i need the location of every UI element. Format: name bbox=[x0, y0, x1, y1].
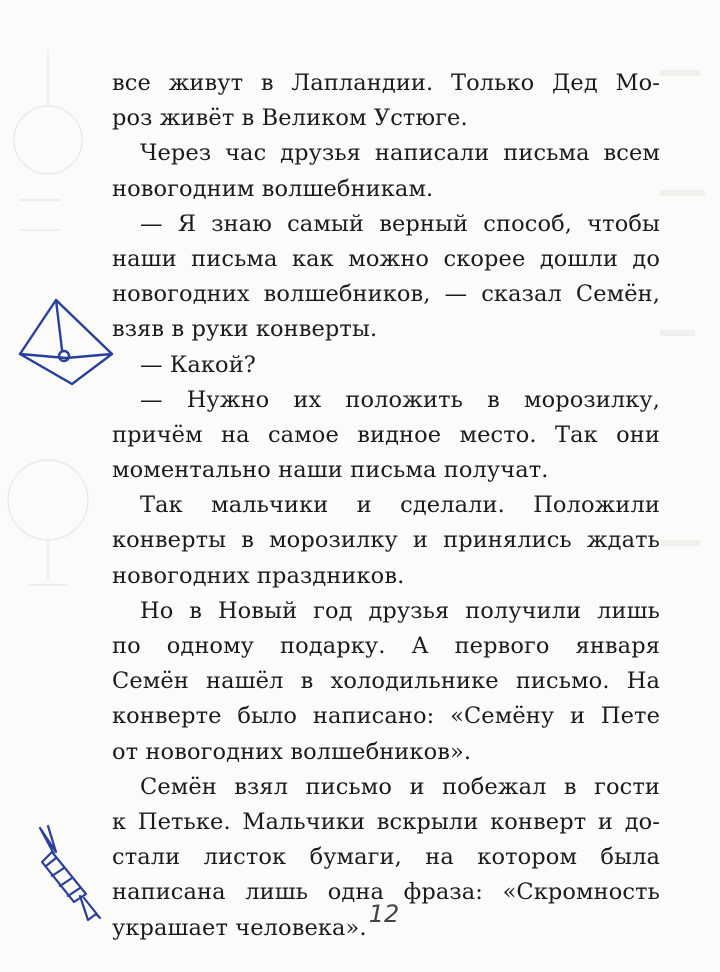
text-line: все живут в Лапландии. Только Дед Мо- bbox=[112, 70, 660, 96]
text-line: причём на самое видное место. Так они bbox=[112, 421, 660, 448]
text-line: — Какой? bbox=[140, 351, 256, 378]
story-text bbox=[112, 66, 660, 946]
text-line: Через час друзья написали письма всем bbox=[140, 140, 660, 167]
text-line: по одному подарку. А первого января bbox=[112, 633, 660, 659]
text-line: стали листок бумаги, на котором была bbox=[112, 844, 660, 871]
text-line: Семён взял письмо и побежал в гости bbox=[140, 773, 660, 800]
candy-doodle-icon bbox=[34, 822, 104, 922]
text-line: конверте было написано: «Семёну и Пете bbox=[112, 703, 660, 730]
text-line: к Петьке. Мальчики вскрыли конверт и до- bbox=[112, 808, 660, 835]
text-line: написана лишь одна фраза: «Скромность bbox=[112, 879, 660, 906]
text-line: от новогодних волшебников». bbox=[112, 738, 472, 765]
text-line: новогодних праздников. bbox=[112, 562, 405, 589]
text-line: Так мальчики и сделали. Положили bbox=[140, 492, 660, 519]
text-line: украшает человека». bbox=[112, 914, 367, 941]
text-line: наши письма как можно скорее дошли до bbox=[112, 245, 660, 272]
page-number: 12 bbox=[368, 900, 400, 928]
text-line: Семён нашёл в холодильнике письмо. На bbox=[112, 668, 660, 695]
text-line: новогодним волшебникам. bbox=[112, 175, 434, 202]
envelope-doodle-icon bbox=[14, 292, 118, 390]
text-line: — Нужно их положить в морозилку, bbox=[140, 386, 660, 413]
text-line: взяв в руки конверты. bbox=[112, 316, 378, 343]
text-line: конверты в морозилку и принялись ждать bbox=[112, 527, 660, 554]
text-line: моментально наши письма получат. bbox=[112, 457, 549, 484]
text-line: — Я знаю самый верный способ, чтобы bbox=[140, 210, 660, 237]
text-line: роз живёт в Великом Устюге. bbox=[112, 105, 468, 132]
text-line: новогодних волшебников, — сказал Семён, bbox=[112, 281, 660, 308]
text-line: Но в Новый год друзья получили лишь bbox=[140, 597, 660, 624]
